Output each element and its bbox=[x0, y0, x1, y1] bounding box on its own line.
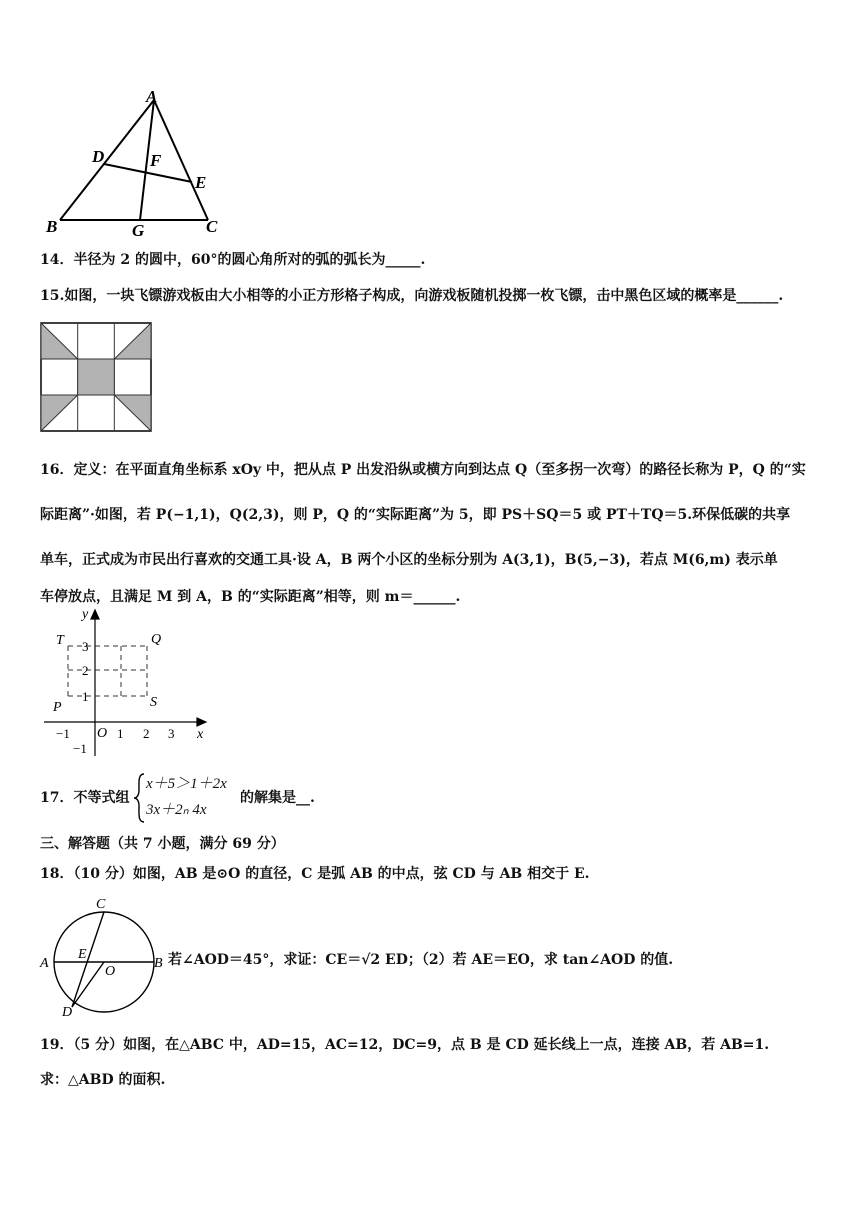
question-16-line-3: 单车，正式成为市民出行喜欢的交通工具·设 A，B 两个小区的坐标分别为 A(3,1)，B(5,−3)，若点 M(6,m) 表示单 bbox=[40, 552, 778, 568]
coordinate-grid-figure bbox=[40, 604, 215, 762]
label-Q: Q bbox=[151, 632, 162, 647]
label-T: T bbox=[56, 633, 64, 648]
question-17-inequality-1: x＋5＞1＋2x bbox=[146, 776, 227, 792]
label-O: O bbox=[105, 964, 116, 979]
question-19-line-2: 求：△ABD 的面积. bbox=[40, 1072, 166, 1088]
label-D: D bbox=[92, 147, 105, 166]
question-16-line-1: 16．定义：在平面直角坐标系 xOy 中，把从点 P 出发沿纵或横方向到达点 Q（至多拐一次弯）的路径长称为 P，Q 的“实 bbox=[40, 462, 806, 478]
xtick-1: 1 bbox=[117, 726, 124, 741]
question-17-suffix: 的解集是__. bbox=[240, 790, 315, 806]
label-x: x bbox=[197, 727, 204, 742]
question-16-line-4: 车停放点，且满足 M 到 A，B 的“实际距离”相等，则 m＝______. bbox=[40, 589, 461, 605]
system-brace bbox=[132, 772, 146, 824]
ytick-2: 2 bbox=[82, 663, 89, 678]
label-E: E bbox=[195, 173, 207, 192]
xtick-3: 3 bbox=[168, 726, 175, 741]
label-P: P bbox=[53, 700, 62, 715]
label-A: A bbox=[146, 88, 158, 106]
question-18-line-1: 18．（10 分）如图，AB 是⊙O 的直径，C 是弧 AB 的中点，弦 CD 与 AB 相交于 E. bbox=[40, 866, 590, 882]
label-F: F bbox=[150, 151, 162, 170]
label-S: S bbox=[150, 695, 157, 710]
ytick-neg1: −1 bbox=[73, 741, 87, 756]
ytick-1: 1 bbox=[82, 689, 89, 704]
question-14: 14．半径为 2 的圆中，60°的圆心角所对的弧的弧长为_____. bbox=[40, 252, 426, 268]
label-B: B bbox=[154, 956, 163, 971]
xtick-neg1: −1 bbox=[56, 726, 70, 741]
section-3-heading: 三、解答题（共 7 小题，满分 69 分） bbox=[40, 836, 285, 852]
label-G: G bbox=[132, 221, 145, 240]
label-O: O bbox=[97, 726, 108, 741]
question-15: 15.如图，一块飞镖游戏板由大小相等的小正方形格子构成，向游戏板随机投掷一枚飞镖，击中黑色区域的概率是______. bbox=[40, 288, 784, 304]
label-C: C bbox=[206, 217, 218, 236]
label-E: E bbox=[78, 947, 87, 962]
label-A: A bbox=[40, 956, 49, 971]
label-D: D bbox=[62, 1005, 73, 1020]
xtick-2: 2 bbox=[143, 726, 150, 741]
question-19-line-1: 19．（5 分）如图，在△ABC 中，AD=15，AC=12，DC=9，点 B 是 CD 延长线上一点，连接 AB，若 AB=1. bbox=[40, 1037, 770, 1053]
question-18-line-2: 若∠AOD＝45°，求证：CE＝√2 ED；（2）若 AE＝EO，求 tan∠AOD 的值. bbox=[168, 952, 674, 968]
circle-figure bbox=[38, 892, 168, 1022]
question-16-line-2: 际距离”·如图，若 P(−1,1)，Q(2,3)，则 P，Q 的“实际距离”为 5，即 PS＋SQ＝5 或 PT＋TQ＝5.环保低碳的共享 bbox=[40, 507, 791, 523]
label-B: B bbox=[46, 217, 58, 236]
dartboard-figure bbox=[40, 322, 152, 432]
question-17-inequality-2: 3x＋2ₙ 4x bbox=[146, 802, 207, 818]
label-C: C bbox=[96, 897, 106, 912]
triangle-figure bbox=[40, 88, 240, 240]
label-y: y bbox=[82, 607, 89, 622]
question-17-prefix: 17．不等式组 bbox=[40, 790, 130, 806]
ytick-3: 3 bbox=[82, 639, 89, 654]
